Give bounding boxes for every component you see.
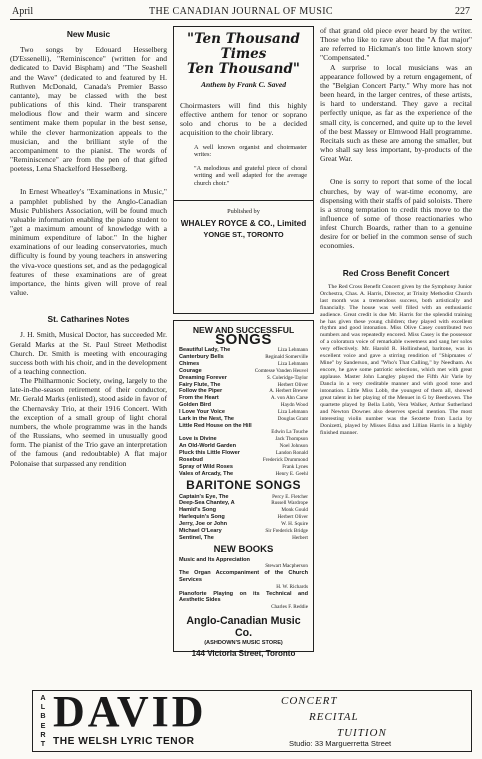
list-item xyxy=(179,528,308,535)
item-title: Golden Bird xyxy=(179,402,212,409)
item-composer: Haydn Wood xyxy=(280,402,308,409)
publisher-name: WHALEY ROYCE & CO., Limited xyxy=(180,218,307,228)
vertical-name-letters xyxy=(39,693,47,748)
paragraph: Two songs by Edouard Hesselberg (D'Essenelli), "Reminiscence" (written for and dedicated to David Bispham) and "The Seashell and the Wave" (dedicated to and featured by H. Ruthven McDonald, Canada's Premier Basso cantante), may be classed with the best publications of this kind. Their transparent melodious flow and their warm and sincere sentiment make them popular in the best sense, while the clever harmonization appeals to the musician, and the brilliant style of the accompaniment to the pianist. The words of "Reminiscence" are from the pen of that gifted poetess, Lena Shackelford Hesselberg. xyxy=(10,45,167,174)
studio-address: Studio: 33 Marguerretta Street xyxy=(289,739,392,748)
vertical-letter: R xyxy=(40,729,46,739)
vertical-letter: E xyxy=(40,720,46,730)
vertical-letter: L xyxy=(40,702,46,712)
item-title: Music and Its Appreciation xyxy=(179,556,250,563)
item-title: Follow the Piper xyxy=(179,388,223,395)
list-item xyxy=(179,402,308,409)
section-title-red-cross: Red Cross Benefit Concert xyxy=(342,267,450,278)
item-title: Courage xyxy=(179,367,202,374)
item-title: Beautiful Lady, The xyxy=(179,347,231,354)
list-item xyxy=(179,368,308,375)
item-composer: A. Herbert Brewer xyxy=(269,388,308,395)
list-item xyxy=(179,450,308,457)
list-item xyxy=(179,388,308,395)
list-item xyxy=(179,443,308,450)
item-title: Harlequin's Song xyxy=(179,514,225,521)
item-title: Spray of Wild Roses xyxy=(179,463,234,470)
songs-heading: NEW AND SUCCESSFUL xyxy=(192,325,295,335)
list-item xyxy=(179,557,308,571)
list-item xyxy=(179,494,308,501)
baritone-heading: BARITONE SONGS xyxy=(186,478,301,493)
list-item xyxy=(179,471,308,478)
item-composer: Herbert Oliver xyxy=(277,514,308,521)
list-item xyxy=(179,382,308,389)
list-item xyxy=(179,395,308,402)
anthem-advertisement xyxy=(173,26,314,314)
item-composer: Douglas Grant xyxy=(277,415,308,422)
list-item xyxy=(179,591,308,611)
anthem-title-line1: "Ten Thousand xyxy=(187,31,300,47)
page-header xyxy=(10,6,472,20)
list-item xyxy=(179,429,308,436)
list-item xyxy=(179,507,308,514)
item-title: An Old-World Garden xyxy=(179,443,237,450)
item-title: Chimes xyxy=(179,361,200,367)
list-item xyxy=(179,423,308,430)
item-composer: Monk Gould xyxy=(281,507,308,514)
item-title: Canterbury Bells xyxy=(179,354,224,361)
item-title: Little Red House on the Hill xyxy=(179,422,252,429)
songs-publisher-address: 144 Victoria Street, Toronto xyxy=(191,649,296,659)
songs-advertisement xyxy=(173,320,314,659)
page-number: 227 xyxy=(455,6,470,17)
list-item xyxy=(179,375,308,382)
baritone-list xyxy=(179,494,308,542)
item-title: Sentinel, The xyxy=(179,534,214,541)
list-item xyxy=(179,416,308,423)
item-title: Dreaming Forever xyxy=(179,374,227,381)
item-title: Lark in the Nest, The xyxy=(179,415,235,422)
item-composer: Reginald Somerville xyxy=(265,354,308,361)
red-cross-body xyxy=(320,284,472,437)
item-composer: Liza Lehmann xyxy=(277,347,308,354)
item-composer: Landon Ronald xyxy=(275,449,308,456)
item-composer: Herbert Oliver xyxy=(277,381,308,388)
item-composer: Liza Lehmann xyxy=(277,361,308,367)
item-title: Pluck this Little Flower xyxy=(179,449,240,456)
item-title: Captain's Eye, The xyxy=(179,493,229,500)
singer-tagline: THE WELSH LYRIC TENOR xyxy=(53,736,195,747)
header-month: April xyxy=(12,6,34,17)
divider xyxy=(174,200,313,201)
item-composer: Edwin La Touche xyxy=(271,429,308,436)
item-title: Pianoforte Playing on its Technical and Aesthetic Sides xyxy=(179,590,308,604)
publisher-address: YONGE ST., TORONTO xyxy=(203,229,284,239)
service-recital: RECITAL xyxy=(309,711,359,723)
anthem-byline: Anthem by Frank C. Saved xyxy=(200,80,287,89)
paragraph: J. H. Smith, Musical Doctor, has succeeded Mr. Gerald Marks at the St. Paul Street Methodist Church. Dr. Smith is meeting with encouraging success both with his choir, and in the development of a teaching connection. xyxy=(10,330,167,376)
item-composer: S. Coleridge-Taylor xyxy=(266,374,308,381)
item-title: Vales of Arcady, The xyxy=(179,470,234,477)
item-composer: Stewart Macpherson xyxy=(265,563,308,570)
service-concert: CONCERT xyxy=(281,695,338,707)
item-composer: H. W. Richards xyxy=(276,583,308,590)
vertical-letter: B xyxy=(40,711,46,721)
songs-heading-large: SONGS xyxy=(215,331,272,349)
paragraph: The Philharmonic Society, owing, largely to the late-in-the-season retirement of their conductor, Mr. Gerald Marks (enlisted), stood aside in favor of the Chernavsky Trio, at their 1916 Concert. With the exception of a small group of light choral numbers, the whole programme was in the hands of the Russians, who seemed in unusually good form. The pianist of the Trio gave an interpretation of the famous (and redoubtable) A flat major Polonaise that surpassed any rendition xyxy=(10,376,167,468)
left-column xyxy=(10,26,167,686)
item-composer: Jack Thompson xyxy=(275,436,308,443)
item-title: Deep-Sea Chantey, A xyxy=(179,500,235,507)
list-item xyxy=(179,347,308,354)
item-title: The Organ Accompaniment of the Church Services xyxy=(179,570,308,583)
anthem-title-line2: Times xyxy=(220,46,267,62)
paragraph: A surprise to local musicians was an appearance followed by a return engagement, of the "Belgian Concert Party." Why more has not been heard, in the larger centres, of these artists, is hard to understand. They gave a recital perfectly unique, as far as the experience of the small city, is concerned, and quite up to the level of the best Massey or Elmwood Hall programme. Recitals such as these are among the smaller, but who shall say less important, by-products of the Great War. xyxy=(320,62,472,164)
item-composer: Comtesse Vanden Heuvel xyxy=(254,367,308,374)
right-column xyxy=(320,26,472,686)
item-composer: Henry E. Geehl xyxy=(275,470,308,477)
list-item xyxy=(179,521,308,528)
list-item xyxy=(179,570,308,590)
list-item xyxy=(179,457,308,464)
books-heading: NEW BOOKS xyxy=(213,544,274,556)
list-item xyxy=(179,409,308,416)
item-title: Michael O'Leary xyxy=(179,527,222,534)
paragraph: of that grand old piece ever heard by the writer. Those who like to rave about the "A flat major" are referred to Hickman's too little known story "Compensated." xyxy=(320,26,472,63)
item-composer: Charles F. Reddie xyxy=(271,604,308,611)
paragraph: In Ernest Wheatley's "Examinations in Music," a pamphlet published by the Anglo-Canadian Music Publishers Association, will be found much valuable information enabling the piano student to "get a maximum amount of knowledge with a minimum expenditure of labor." In the higher examinations of our leading conservatories, much difficulty is found by young teachers in answering the viva-voce questions set, and as the pedagogical features of these examinations are of great importance, the hints given will prove of real value. xyxy=(10,187,167,298)
item-composer: Sir Frederick Bridge xyxy=(265,527,308,534)
singer-name: DAVID xyxy=(53,687,207,736)
list-item xyxy=(179,514,308,521)
vertical-letter: T xyxy=(40,739,46,749)
item-composer: Frederick Drummond xyxy=(262,456,308,463)
songs-publisher: Anglo-Canadian Music Co. xyxy=(186,614,301,639)
songs-publisher-store: (ASHDOWN'S MUSIC STORE) xyxy=(204,639,283,646)
list-item xyxy=(179,535,308,542)
book-list xyxy=(179,557,308,611)
anthem-description: Choirmasters will find this highly effective anthem for tenor or soprano solo and chorus to be a decided acquisition to the choir library. xyxy=(180,101,307,138)
anthem-title-line3: Ten Thousand" xyxy=(187,61,300,77)
list-item xyxy=(179,500,308,507)
item-composer: Herbert xyxy=(292,534,308,541)
anthem-review-intro: A well known organist and choirmaster writes: xyxy=(194,143,307,159)
song-list xyxy=(179,347,308,477)
item-composer: Percy E. Fletcher xyxy=(272,493,308,500)
anthem-review-quote: "A melodious and grateful piece of choral writing and well adapted for the average church choir." xyxy=(194,164,307,187)
list-item xyxy=(179,354,308,361)
section-title-st-catharines: St. Catharines Notes xyxy=(47,314,130,325)
david-advertisement xyxy=(32,687,472,752)
journal-title: THE CANADIAN JOURNAL OF MUSIC xyxy=(148,6,333,17)
item-title: Jerry, Joe or John xyxy=(179,520,228,527)
vertical-letter: A xyxy=(40,693,46,702)
section-title-new-music: New Music xyxy=(66,29,111,39)
item-title: Fairy Flute, The xyxy=(179,381,221,388)
paragraph: The Red Cross Benefit Concert given by the Symphony Junior Orchestra, Chas. A. Harris, Director, at Trinity Methodist Church last month was a tremendous success, both artistically and financially. The house was well filled with an enthusiastic audience. Great credit is due Mr. Harris for the splendid training he has given these young children; they played with excellent rhythm and good intonation. Miss Olive Casey contributed two numbers and was repeatedly encored. Miss Casey is the possessor of a coloratura voice of remarkable sweetness and sang her solos very effectively. Mr. Harold R. Hollinshead, baritone, was in excellent voice and gave a stirring rendition of "Shipmates o' Mine" by Sanderson, and "Who's That Calling," by Needham. As encore, he gave some patriotic selections, which met with great applause. Master John Langley played the Fifth Air Varie by Dancla in a very creditable manner and with good tone and intonation. Little Miss Lobb, the youngest of them all, showed great talent in her playing of the Menuet in G by Beethoven. The quartette played by Bella Lobb, Vera Walker, Arthur Sutherland and Newton Downes also deserves special mention. The most interesting violin number was the Sextette from Lucia by Donizetti, played by Misses Edna and Lillian Harris in a highly finished manner. xyxy=(320,283,472,436)
item-title: I Love Your Voice xyxy=(179,408,226,415)
item-composer: Frank Lynes xyxy=(282,463,308,470)
item-composer: A. von Ahn Carse xyxy=(270,395,308,402)
list-item xyxy=(179,361,308,368)
item-title: From the Heart xyxy=(179,395,219,402)
published-by-label: Published by xyxy=(227,207,260,215)
list-item xyxy=(179,436,308,443)
item-title: Love is Divine xyxy=(179,436,217,443)
item-composer: Liza Lehmann xyxy=(277,408,308,415)
item-title: Rosebud xyxy=(179,456,203,463)
item-composer: Russell Wardrope xyxy=(271,500,308,507)
service-tuition: TUITION xyxy=(337,727,387,739)
paragraph: One is sorry to report that some of the local churches, by way of war-time economy, are dispensing with their staffs of paid soloists. There is a strong temptation to credit this move to the influence of some of those reactionaries who infest Church Boards, rather than to a genuine desire for or belief in the common sense of such economies. xyxy=(320,177,472,251)
middle-column xyxy=(173,26,314,686)
item-composer: Noel Johnson xyxy=(279,443,308,450)
item-composer: W. H. Squire xyxy=(281,520,308,527)
item-title: Hamid's Song xyxy=(179,507,217,514)
list-item xyxy=(179,464,308,471)
